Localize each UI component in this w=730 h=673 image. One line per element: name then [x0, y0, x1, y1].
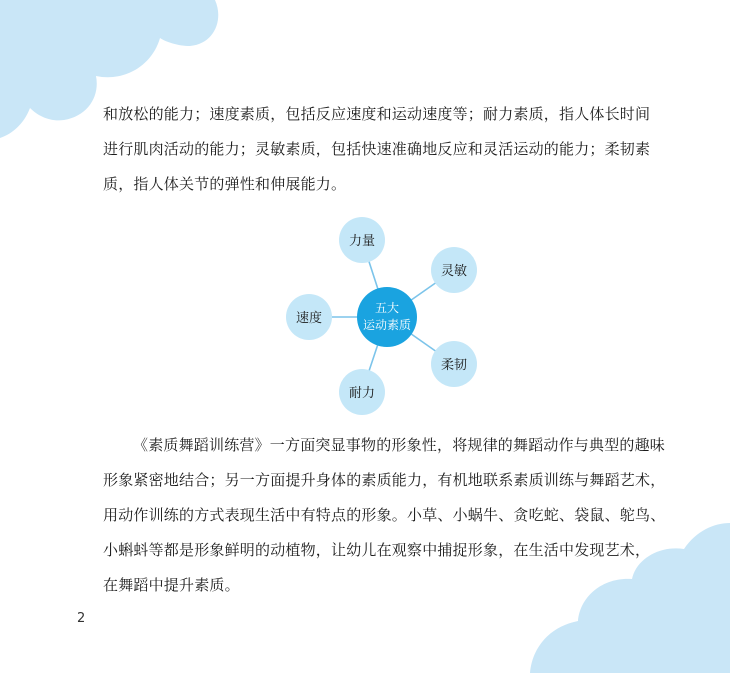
center-node-label-line2: 运动素质 [362, 318, 412, 332]
paragraph-camp-description [103, 428, 683, 603]
node-speed [286, 294, 332, 340]
node-flexibility-label: 柔韧 [440, 358, 468, 373]
node-power-label: 力量 [348, 234, 376, 249]
node-endurance-label: 耐力 [348, 386, 376, 401]
paragraph-line: 进行肌肉活动的能力；灵敏素质，包括快速准确地反应和灵活运动的能力；柔韧素 [103, 140, 651, 158]
page-number: 2 [77, 611, 86, 626]
center-node [357, 287, 417, 347]
paragraph-line: 和放松的能力；速度素质，包括反应速度和运动速度等；耐力素质，指人体长时间 [103, 105, 651, 123]
node-flexibility [431, 341, 477, 387]
paragraph-line: 质，指人体关节的弹性和伸展能力。 [103, 175, 347, 193]
paragraph-line: 《素质舞蹈训练营》一方面突显事物的形象性，将规律的舞蹈动作与典型的趣味 [133, 436, 666, 454]
node-speed-label: 速度 [295, 311, 323, 326]
paragraph-line: 在舞蹈中提升素质。 [103, 576, 240, 594]
center-node-label-line1: 五大 [374, 301, 400, 315]
paragraph-line: 形象紧密地结合；另一方面提升身体的素质能力，有机地联系素质训练与舞蹈艺术， [103, 471, 666, 489]
paragraph-line: 小蝌蚪等都是形象鲜明的动植物，让幼儿在观察中捕捉形象，在生活中发现艺术， [103, 541, 651, 559]
node-agility-label: 灵敏 [440, 264, 468, 279]
node-power [339, 217, 385, 263]
node-agility [431, 247, 477, 293]
paragraph-line: 用动作训练的方式表现生活中有特点的形象。小草、小蜗牛、贪吃蛇、袋鼠、鸵鸟、 [103, 506, 666, 524]
node-endurance [339, 369, 385, 415]
